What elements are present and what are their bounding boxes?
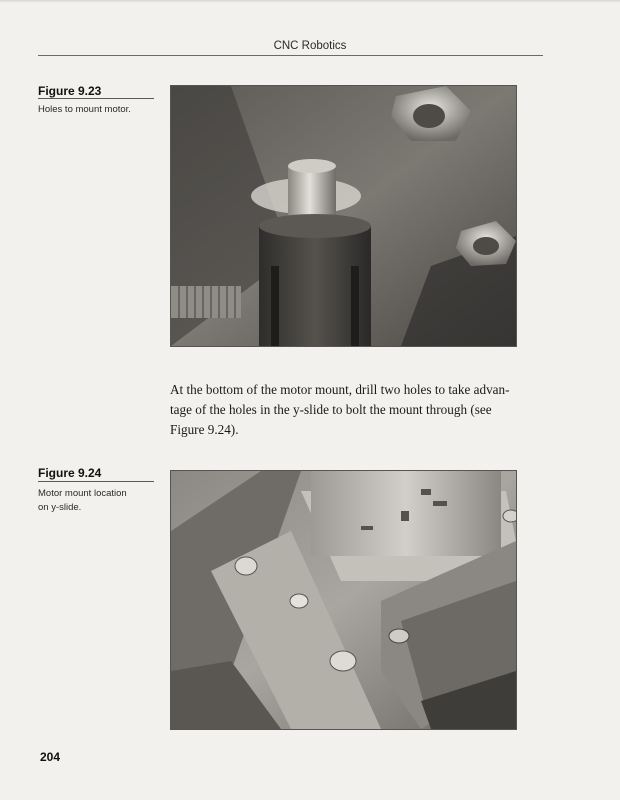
figure-9-24-label: Figure 9.24 (38, 466, 102, 480)
figure-9-23-rule (38, 98, 154, 99)
figure-9-23-label: Figure 9.23 (38, 84, 102, 98)
motor-mount-holes-image (171, 86, 516, 346)
running-header: CNC Robotics (273, 40, 347, 52)
figure-9-24-rule (38, 481, 154, 482)
body-line: At the bottom of the motor mount, drill two holes to take advan- (170, 382, 510, 397)
page-top-edge (0, 0, 620, 3)
page-number: 204 (40, 750, 61, 764)
caption-line: Motor mount location (38, 488, 127, 499)
body-line: Figure 9.24). (170, 422, 239, 437)
figure-9-24-caption (38, 487, 158, 515)
figure-9-24-photo (170, 470, 517, 730)
body-paragraph (170, 380, 545, 440)
body-line: tage of the holes in the y-slide to bolt the mount through (see (170, 402, 492, 417)
motor-mount-y-slide-image (171, 471, 516, 729)
header-rule (38, 55, 543, 56)
figure-9-23-caption: Holes to mount motor. (38, 104, 131, 115)
caption-line: on y-slide. (38, 502, 82, 513)
figure-9-23-photo (170, 85, 517, 347)
